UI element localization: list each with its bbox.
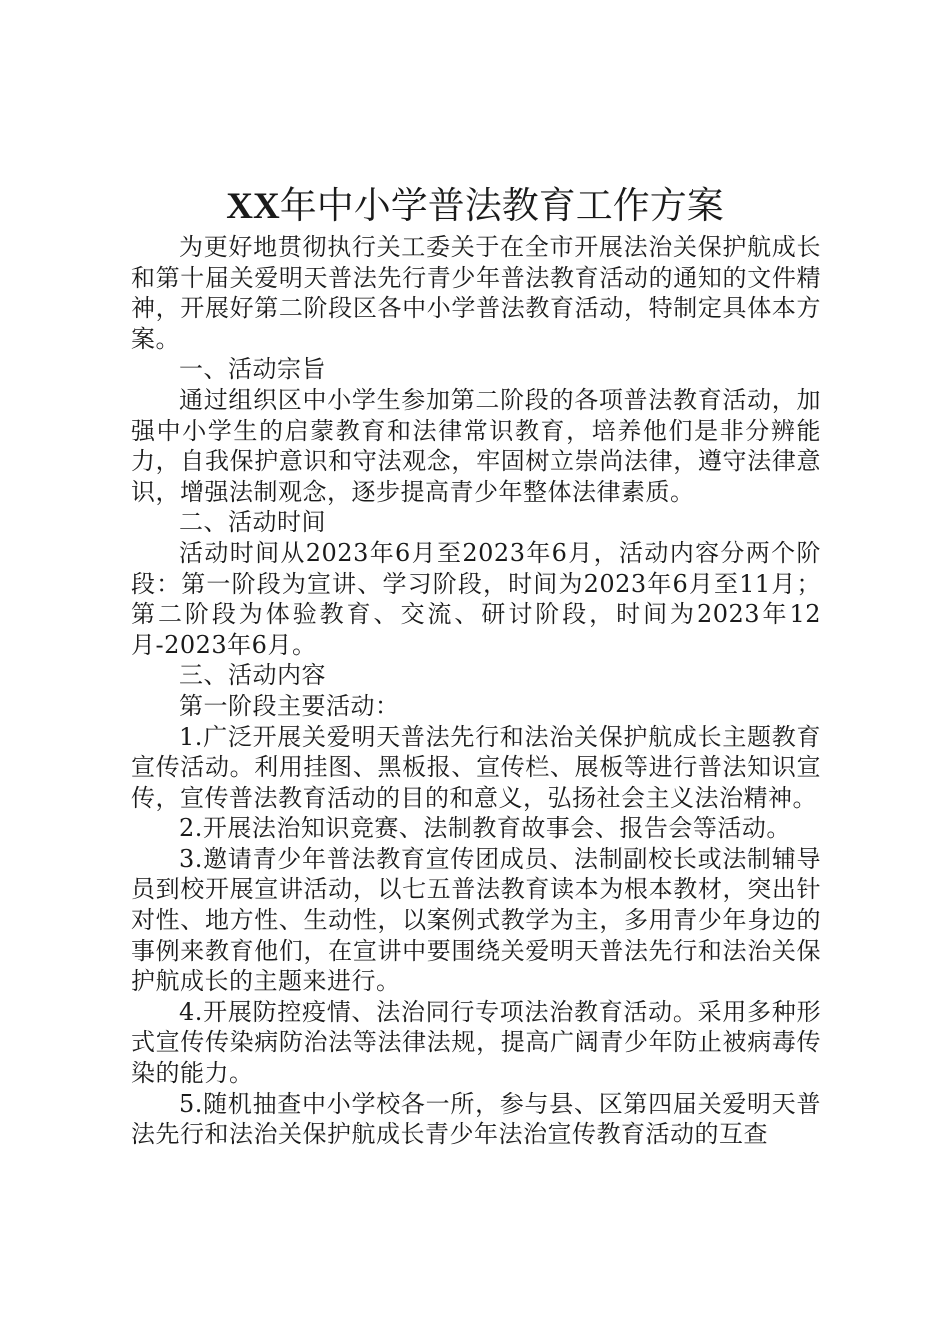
- intro-paragraph: 为更好地贯彻执行关工委关于在全市开展法治关保护航成长和第十届关爱明天普法先行青少年普法教育活动的通知的文件精神，开展好第二阶段区各中小学普法教育活动，特制定具体本方案。: [131, 233, 821, 353]
- time-paragraph: 活动时间从2023年6月至2023年6月，活动内容分两个阶段：第一阶段为宣讲、学习阶段，时间为2023年6月至11月；第二阶段为体验教育、交流、研讨阶段，时间为2023年12月-2023年6月。: [131, 538, 821, 659]
- activity-item-2: 2.开展法治知识竞赛、法制教育故事会、报告会等活动。: [179, 814, 791, 843]
- activity-item-3: 3.邀请青少年普法教育宣传团成员、法制副校长或法制辅导员到校开展宣讲活动，以七五普法教育读本为根本教材，突出针对性、地方性、生动性，以案例式教学为主，多用青少年身边的事例来教育他们，在宣讲中要围绕关爱明天普法先行和法治关保护航成长的主题来进行。: [131, 844, 821, 996]
- title-prefix: XX: [226, 186, 280, 227]
- document-body: [131, 232, 821, 1150]
- section-heading-content: 三、活动内容: [179, 661, 326, 690]
- section-heading-purpose: 一、活动宗旨: [179, 355, 326, 384]
- purpose-paragraph: 通过组织区中小学生参加第二阶段的各项普法教育活动，加强中小学生的启蒙教育和法律常识教育，培养他们是非分辨能力，自我保护意识和守法观念，牢固树立崇尚法律，遵守法律意识，增强法制观念，逐步提高青少年整体法律素质。: [131, 385, 821, 506]
- activity-item-5: 5.随机抽查中小学校各一所，参与县、区第四届关爱明天普法先行和法治关保护航成长青少年法治宣传教育活动的互查: [131, 1089, 821, 1149]
- activity-item-4: 4.开展防控疫情、法治同行专项法治教育活动。采用多种形式宣传传染病防治法等法律法规，提高广阔青少年防止被病毒传染的能力。: [131, 997, 821, 1088]
- phase-one-heading: 第一阶段主要活动：: [179, 691, 400, 720]
- document-title: [0, 180, 950, 233]
- section-heading-time: 二、活动时间: [179, 508, 326, 537]
- title-text: 年中小学普法教育工作方案: [279, 184, 724, 227]
- activity-item-1: 1.广泛开展关爱明天普法先行和法治关保护航成长主题教育宣传活动。利用挂图、黑板报、宣传栏、展板等进行普法知识宣传，宣传普法教育活动的目的和意义，弘扬社会主义法治精神。: [131, 722, 821, 812]
